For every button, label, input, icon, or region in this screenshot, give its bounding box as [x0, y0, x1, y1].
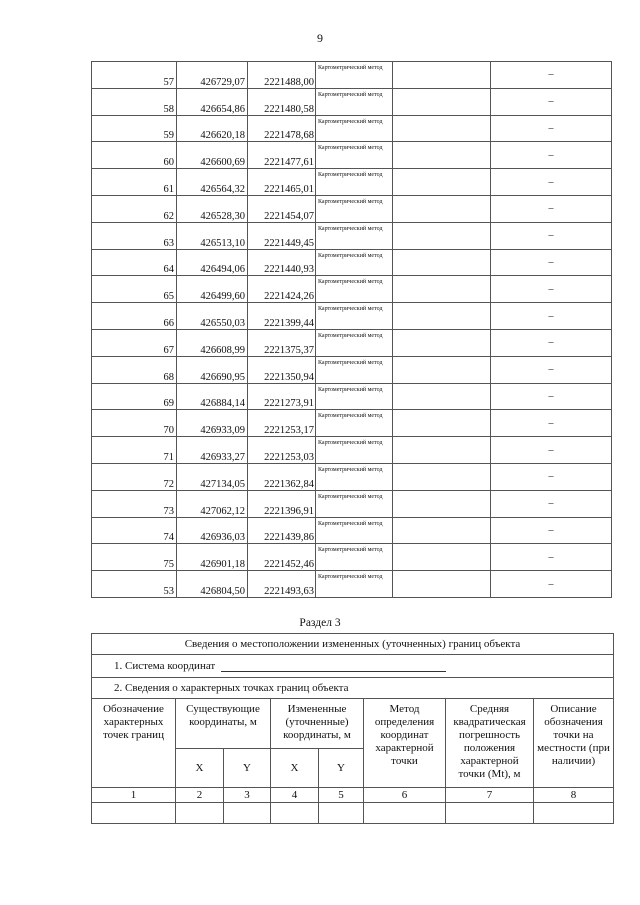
y-coordinate: 2221449,45: [248, 222, 316, 249]
empty-cell: [534, 803, 614, 824]
description-cell: –: [491, 142, 612, 169]
method-cell: Картометрический метод: [316, 169, 393, 196]
y-coordinate: 2221452,46: [248, 544, 316, 571]
empty-cell: [393, 463, 491, 490]
description-cell: –: [491, 195, 612, 222]
table-row: [92, 544, 612, 571]
y-coordinate: 2221424,26: [248, 276, 316, 303]
changed-boundaries-table: [91, 633, 614, 824]
x-coordinate: 426933,27: [177, 437, 248, 464]
method-cell: Картометрический метод: [316, 303, 393, 330]
table-row: [92, 303, 612, 330]
x-coordinate: 426690,95: [177, 356, 248, 383]
empty-cell: [393, 544, 491, 571]
description-cell: –: [491, 303, 612, 330]
x-coordinate: 426494,06: [177, 249, 248, 276]
x-coordinate: 426513,10: [177, 222, 248, 249]
empty-cell: [393, 115, 491, 142]
y-coordinate: 2221273,91: [248, 383, 316, 410]
y-coordinate: 2221488,00: [248, 62, 316, 89]
x-coordinate: 426600,69: [177, 142, 248, 169]
header-designation: Обозначение характерных точек границ: [92, 699, 176, 788]
point-number: 72: [92, 463, 177, 490]
method-cell: Картометрический метод: [316, 142, 393, 169]
empty-cell: [393, 410, 491, 437]
empty-cell: [393, 249, 491, 276]
table-row: [92, 115, 612, 142]
x-coordinate: 426729,07: [177, 62, 248, 89]
empty-cell: [393, 62, 491, 89]
description-cell: –: [491, 356, 612, 383]
header-changed-coords: Измененные (уточненные) координаты, м: [271, 699, 364, 749]
empty-cell: [393, 222, 491, 249]
y-coordinate: 2221477,61: [248, 142, 316, 169]
method-cell: Картометрический метод: [316, 544, 393, 571]
point-number: 62: [92, 195, 177, 222]
method-cell: Картометрический метод: [316, 383, 393, 410]
table-row: [92, 437, 612, 464]
y-coordinate: 2221350,94: [248, 356, 316, 383]
y-coordinate: 2221439,86: [248, 517, 316, 544]
page-number: 9: [317, 31, 323, 45]
empty-cell: [393, 169, 491, 196]
table-row: [92, 88, 612, 115]
table-row: [92, 356, 612, 383]
table-row: [92, 329, 612, 356]
y-coordinate: 2221493,63: [248, 571, 316, 598]
empty-cell: [393, 437, 491, 464]
y-coordinate: 2221362,84: [248, 463, 316, 490]
empty-cell: [176, 803, 224, 824]
method-cell: Картометрический метод: [316, 88, 393, 115]
empty-cell: [319, 803, 364, 824]
x-coordinate: 426884,14: [177, 383, 248, 410]
description-cell: –: [491, 115, 612, 142]
header-changed-y: Y: [319, 749, 364, 788]
table-row: [92, 463, 612, 490]
header-existing-x: X: [176, 749, 224, 788]
x-coordinate: 426564,32: [177, 169, 248, 196]
description-cell: –: [491, 62, 612, 89]
empty-cell: [393, 195, 491, 222]
y-coordinate: 2221253,17: [248, 410, 316, 437]
empty-cell: [92, 803, 176, 824]
y-coordinate: 2221399,44: [248, 303, 316, 330]
table-row: [92, 383, 612, 410]
x-coordinate: 426936,03: [177, 517, 248, 544]
column-number: 7: [446, 788, 534, 803]
table-row: [92, 410, 612, 437]
y-coordinate: 2221454,07: [248, 195, 316, 222]
x-coordinate: 426620,18: [177, 115, 248, 142]
coordinates-table: [91, 61, 612, 598]
table-row: [92, 571, 612, 598]
x-coordinate: 426499,60: [177, 276, 248, 303]
table-row: [92, 169, 612, 196]
empty-cell: [364, 803, 446, 824]
point-number: 67: [92, 329, 177, 356]
section-heading: Раздел 3: [299, 617, 341, 629]
method-cell: Картометрический метод: [316, 195, 393, 222]
x-coordinate: 426528,30: [177, 195, 248, 222]
coord-system-row: [92, 655, 614, 678]
point-number: 63: [92, 222, 177, 249]
point-number: 57: [92, 62, 177, 89]
empty-cell: [393, 142, 491, 169]
method-cell: Картометрический метод: [316, 410, 393, 437]
method-cell: Картометрический метод: [316, 571, 393, 598]
y-coordinate: 2221465,01: [248, 169, 316, 196]
table-row: [92, 276, 612, 303]
table-row: [92, 142, 612, 169]
empty-cell: [393, 303, 491, 330]
column-number: 4: [271, 788, 319, 803]
empty-cell: [393, 571, 491, 598]
point-number: 71: [92, 437, 177, 464]
description-cell: –: [491, 222, 612, 249]
empty-cell: [393, 356, 491, 383]
y-coordinate: 2221480,58: [248, 88, 316, 115]
point-number: 74: [92, 517, 177, 544]
method-cell: Картометрический метод: [316, 222, 393, 249]
section-title: Сведения о местоположении измененных (уточненных) границ объекта: [92, 634, 614, 655]
x-coordinate: 426608,99: [177, 329, 248, 356]
method-cell: Картометрический метод: [316, 490, 393, 517]
empty-cell: [393, 490, 491, 517]
description-cell: –: [491, 437, 612, 464]
method-cell: Картометрический метод: [316, 249, 393, 276]
point-number: 69: [92, 383, 177, 410]
point-number: 64: [92, 249, 177, 276]
description-cell: –: [491, 463, 612, 490]
description-cell: –: [491, 410, 612, 437]
description-cell: –: [491, 329, 612, 356]
header-changed-x: X: [271, 749, 319, 788]
empty-cell: [393, 383, 491, 410]
header-error: Средняя квадратическая погрешность положения характерной точки (Mt), м: [446, 699, 534, 788]
header-existing-y: Y: [224, 749, 271, 788]
empty-cell: [446, 803, 534, 824]
header-existing-coords: Существующие координаты, м: [176, 699, 271, 749]
empty-cell: [224, 803, 271, 824]
x-coordinate: 426550,03: [177, 303, 248, 330]
point-number: 59: [92, 115, 177, 142]
table-row: [92, 249, 612, 276]
table-row: [92, 490, 612, 517]
column-number: 6: [364, 788, 446, 803]
method-cell: Картометрический метод: [316, 463, 393, 490]
y-coordinate: 2221478,68: [248, 115, 316, 142]
x-coordinate: 426933,09: [177, 410, 248, 437]
column-number: 3: [224, 788, 271, 803]
method-cell: Картометрический метод: [316, 517, 393, 544]
y-coordinate: 2221375,37: [248, 329, 316, 356]
description-cell: –: [491, 517, 612, 544]
column-number: 8: [534, 788, 614, 803]
x-coordinate: 426654,86: [177, 88, 248, 115]
method-cell: Картометрический метод: [316, 329, 393, 356]
point-number: 53: [92, 571, 177, 598]
empty-cell: [393, 88, 491, 115]
empty-cell: [393, 517, 491, 544]
method-cell: Картометрический метод: [316, 115, 393, 142]
empty-cell: [393, 276, 491, 303]
method-cell: Картометрический метод: [316, 437, 393, 464]
y-coordinate: 2221253,03: [248, 437, 316, 464]
x-coordinate: 426901,18: [177, 544, 248, 571]
description-cell: –: [491, 383, 612, 410]
description-cell: –: [491, 249, 612, 276]
table-row: [92, 222, 612, 249]
x-coordinate: 426804,50: [177, 571, 248, 598]
description-cell: –: [491, 571, 612, 598]
x-coordinate: 427062,12: [177, 490, 248, 517]
x-coordinate: 427134,05: [177, 463, 248, 490]
empty-cell: [393, 329, 491, 356]
coord-system-label: 1. Система координат: [114, 660, 216, 672]
table-row: [92, 62, 612, 89]
point-number: 75: [92, 544, 177, 571]
method-cell: Картометрический метод: [316, 62, 393, 89]
point-number: 65: [92, 276, 177, 303]
method-cell: Картометрический метод: [316, 356, 393, 383]
header-description: Описание обозначения точки на местности (при наличии): [534, 699, 614, 788]
point-number: 60: [92, 142, 177, 169]
column-number: 1: [92, 788, 176, 803]
point-number: 66: [92, 303, 177, 330]
y-coordinate: 2221440,93: [248, 249, 316, 276]
description-cell: –: [491, 88, 612, 115]
table-row: [92, 195, 612, 222]
table-row: [92, 517, 612, 544]
header-method: Метод определения координат характерной точки: [364, 699, 446, 788]
point-number: 58: [92, 88, 177, 115]
description-cell: –: [491, 544, 612, 571]
empty-cell: [271, 803, 319, 824]
column-number: 2: [176, 788, 224, 803]
point-number: 70: [92, 410, 177, 437]
point-number: 61: [92, 169, 177, 196]
column-number: 5: [319, 788, 364, 803]
char-points-row: 2. Сведения о характерных точках границ объекта: [92, 678, 614, 699]
description-cell: –: [491, 276, 612, 303]
description-cell: –: [491, 490, 612, 517]
coord-system-blank-line: [221, 660, 446, 672]
method-cell: Картометрический метод: [316, 276, 393, 303]
point-number: 73: [92, 490, 177, 517]
y-coordinate: 2221396,91: [248, 490, 316, 517]
point-number: 68: [92, 356, 177, 383]
description-cell: –: [491, 169, 612, 196]
